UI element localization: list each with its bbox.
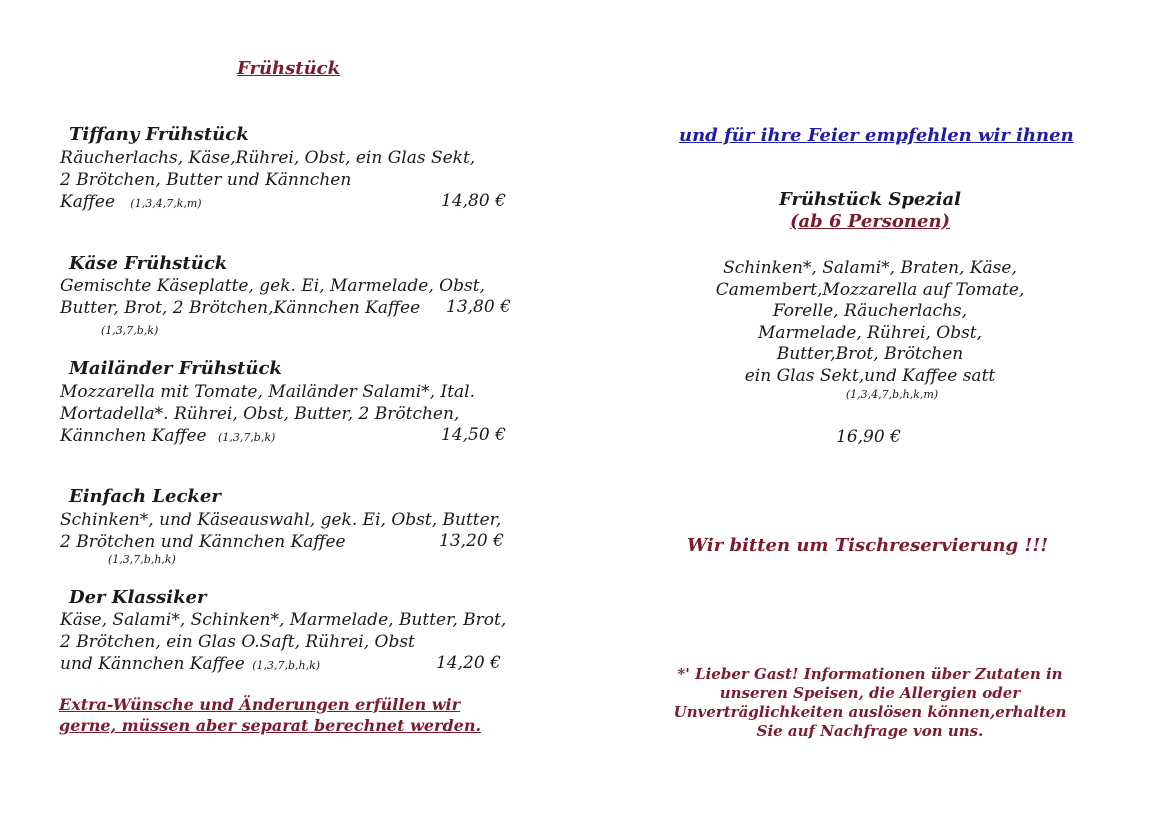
item-price: 13,20 € (439, 531, 504, 551)
item-description-line (60, 653, 320, 677)
item-price: 14,20 € (436, 653, 501, 673)
page-title: Frühstück (237, 58, 341, 79)
note-line: Sie auf Nachfrage von uns. (756, 722, 984, 740)
item-description-line: 2 Brötchen, ein Glas O.Saft, Rührei, Obst (60, 632, 415, 652)
item-name: Käse Frühstück (69, 253, 228, 274)
reservation-note: Wir bitten um Tischreservierung !!! (687, 535, 1049, 556)
note-line: gerne, müssen aber separat berechnet werden. (59, 716, 482, 735)
note-line: Extra-Wünsche und Änderungen erfüllen wir (59, 695, 461, 714)
recommendation-heading: und für ihre Feier empfehlen wir ihnen (679, 125, 1074, 146)
note-line: unseren Speisen, die Allergien oder (719, 684, 1021, 702)
special-line: Butter,Brot, Brötchen (776, 344, 964, 364)
item-description-line: Schinken*, und Käseauswahl, gek. Ei, Obst, Butter, (60, 510, 502, 530)
special-line: Forelle, Räucherlachs, (772, 301, 968, 321)
item-name: Mailänder Frühstück (69, 358, 282, 379)
special-line: ein Glas Sekt,und Kaffee satt (744, 366, 996, 386)
item-price: 13,80 € (446, 297, 511, 317)
item-description-line: Gemischte Käseplatte, gek. Ei, Marmelade, Obst, (60, 276, 485, 296)
item-name: Tiffany Frühstück (69, 124, 249, 145)
item-description-line: 2 Brötchen und Kännchen Kaffee (60, 532, 346, 552)
item-description-text: Kaffee (60, 192, 116, 212)
note-line: Unverträglichkeiten auslösen können,erhalten (673, 703, 1067, 721)
item-description-text: Kännchen Kaffee (60, 426, 207, 446)
allergen-codes: (1,3,7,b,h,k) (252, 659, 321, 672)
special-line: Camembert,Mozzarella auf Tomate, (715, 280, 1025, 300)
allergen-codes: (1,3,7,b,k) (218, 431, 276, 444)
item-description-line: Mortadella*. Rührei, Obst, Butter, 2 Brötchen, (60, 404, 460, 424)
item-price: 14,50 € (441, 425, 506, 445)
item-description-line: Räucherlachs, Käse,Rührei, Obst, ein Glas Sekt, (60, 148, 476, 168)
item-description-line: Mozzarella mit Tomate, Mailänder Salami*, Ital. (60, 382, 476, 402)
allergen-codes: (1,3,7,b,h,k) (108, 553, 176, 566)
item-description-line: 2 Brötchen, Butter und Kännchen (60, 170, 352, 190)
item-name: Der Klassiker (69, 587, 207, 608)
allergen-codes: (1,3,7,b,k) (101, 324, 159, 337)
item-description-text: und Kännchen Kaffee (60, 654, 245, 674)
item-description-line: Käse, Salami*, Schinken*, Marmelade, Butter, Brot, (60, 610, 507, 630)
special-line: Marmelade, Rührei, Obst, (757, 323, 983, 343)
item-description-line (60, 425, 275, 449)
item-price: 14,80 € (441, 191, 506, 211)
item-description-line: Butter, Brot, 2 Brötchen,Kännchen Kaffee (60, 298, 421, 318)
special-price: 16,90 € (836, 427, 901, 447)
item-name: Einfach Lecker (69, 486, 221, 507)
item-description-line (60, 191, 202, 215)
allergen-codes: (1,3,4,7,b,h,k,m) (845, 388, 939, 401)
special-title: Frühstück Spezial (779, 189, 961, 210)
note-line: *' Lieber Gast! Informationen über Zutaten in (677, 665, 1063, 683)
special-subtitle: (ab 6 Personen) (789, 211, 951, 232)
allergen-codes: (1,3,4,7,k,m) (130, 197, 202, 210)
special-line: Schinken*, Salami*, Braten, Käse, (723, 258, 1017, 278)
